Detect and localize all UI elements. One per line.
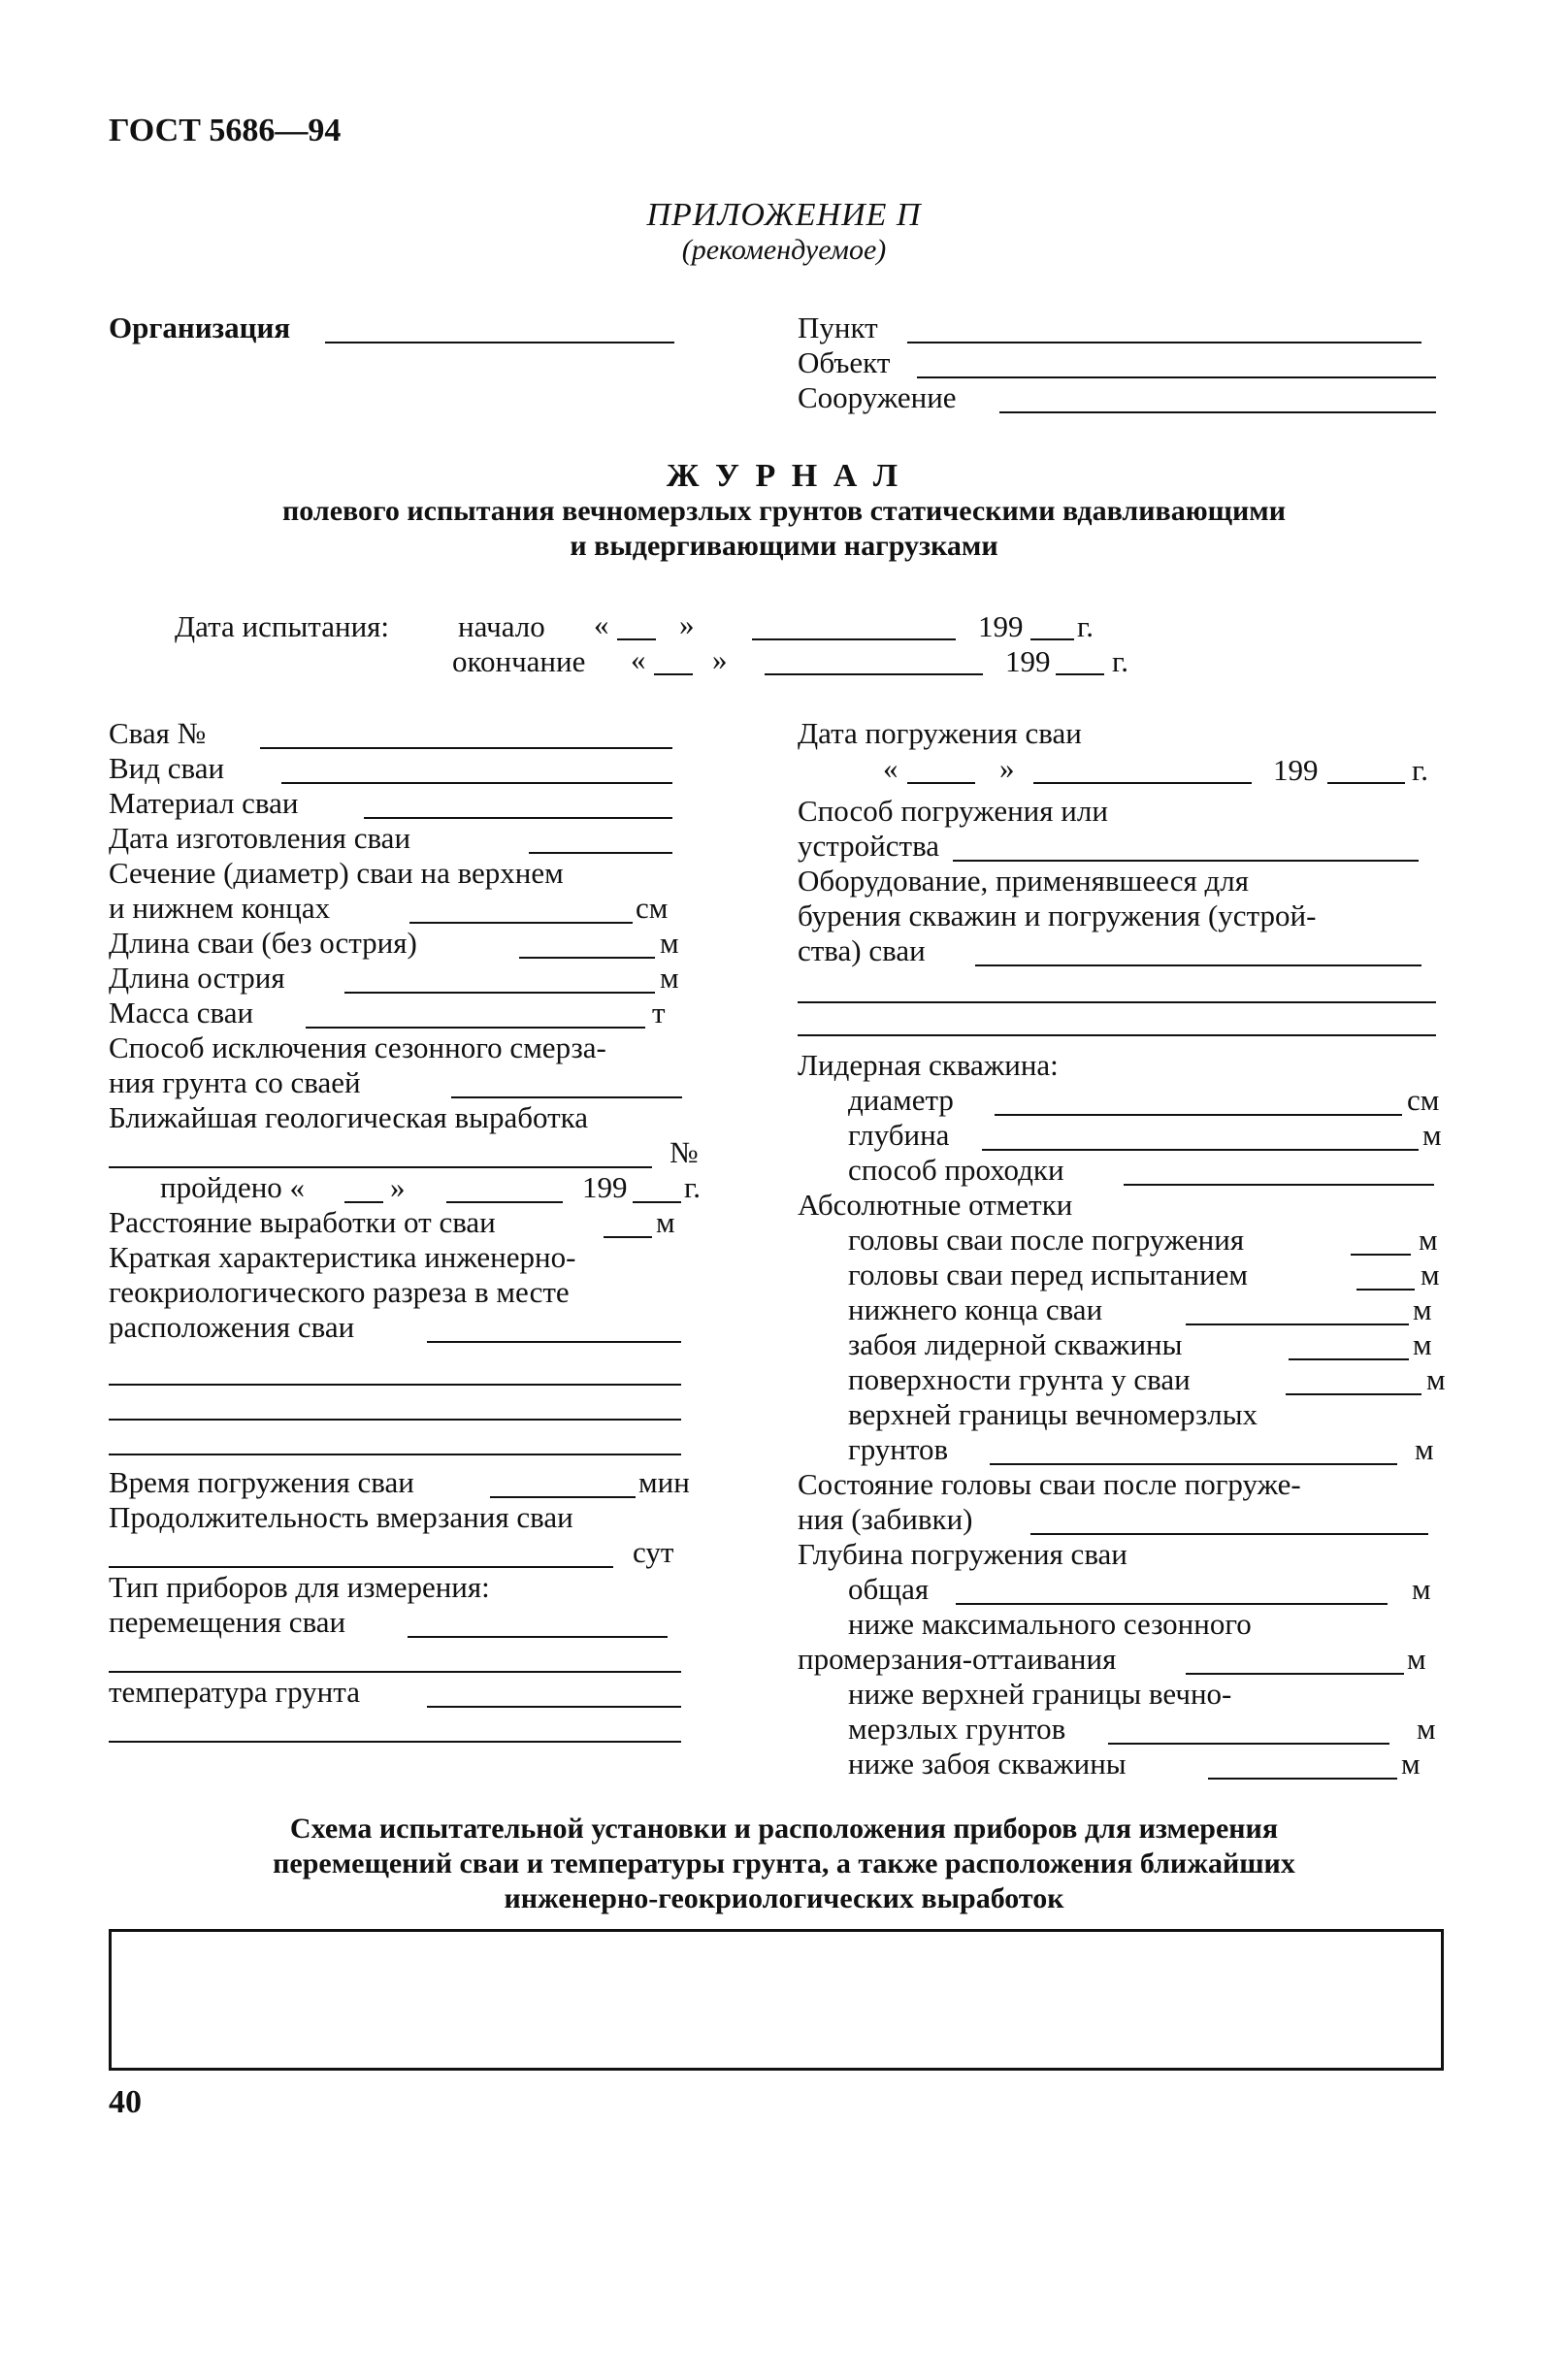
- quote-open: «: [631, 642, 646, 676]
- object-label: Объект: [798, 345, 891, 379]
- unit-m: м: [656, 1205, 675, 1239]
- start-year-suffix: г.: [1077, 609, 1094, 643]
- brief-label-line1: Краткая характеристика инженерно-: [109, 1240, 576, 1274]
- total-depth-field[interactable]: [956, 1603, 1388, 1605]
- sink-year: 199: [1273, 753, 1319, 787]
- below-seasonal-field[interactable]: [1186, 1673, 1404, 1675]
- head-before-field[interactable]: [1356, 1289, 1415, 1291]
- end-year-suffix: г.: [1112, 644, 1128, 678]
- standard-number: ГОСТ 5686—94: [109, 113, 342, 148]
- quote-close: »: [712, 642, 728, 676]
- test-date-end-label: окончание: [452, 644, 586, 678]
- scheme-drawing-box[interactable]: [109, 1929, 1444, 2071]
- number-sign: №: [670, 1135, 699, 1169]
- depth-field[interactable]: [982, 1149, 1419, 1151]
- journal-subtitle-line2: и выдергивающими нагрузками: [570, 530, 998, 562]
- passed-day-field[interactable]: [344, 1201, 383, 1203]
- total-depth-label: общая: [848, 1572, 930, 1606]
- unit-cm: см: [636, 891, 669, 925]
- passed-label: пройдено «: [160, 1170, 306, 1204]
- nearest-working-label: Ближайшая геологическая выработка: [109, 1100, 589, 1134]
- equipment-field-2[interactable]: [798, 1001, 1436, 1003]
- point-field[interactable]: [907, 342, 1421, 343]
- upper-boundary-label-line2: грунтов: [848, 1432, 949, 1466]
- distance-field[interactable]: [604, 1236, 652, 1238]
- manufacture-date-field[interactable]: [529, 852, 672, 854]
- start-year: 199: [978, 609, 1024, 643]
- start-day-field[interactable]: [617, 638, 656, 640]
- unit-m: м: [1413, 1327, 1432, 1361]
- sink-month-field[interactable]: [1033, 782, 1252, 784]
- instruments-label: Тип приборов для измерения:: [109, 1570, 490, 1604]
- pile-no-field[interactable]: [260, 747, 672, 749]
- head-before-label: головы сваи перед испытанием: [848, 1258, 1249, 1291]
- head-state-field[interactable]: [1030, 1533, 1428, 1535]
- freeze-duration-field[interactable]: [109, 1566, 613, 1568]
- unit-m: м: [1426, 1362, 1446, 1396]
- temperature-field-2[interactable]: [109, 1741, 681, 1743]
- start-year-field[interactable]: [1030, 638, 1074, 640]
- bottom-field[interactable]: [1289, 1358, 1409, 1360]
- quote-open: «: [883, 751, 898, 785]
- tip-length-field[interactable]: [344, 992, 655, 994]
- diameter-label: диаметр: [848, 1083, 954, 1117]
- sink-time-field[interactable]: [490, 1496, 636, 1498]
- pile-material-label: Материал сваи: [109, 786, 299, 820]
- end-year: 199: [1005, 644, 1051, 678]
- surface-label: поверхности грунта у сваи: [848, 1362, 1191, 1396]
- pile-length-label: Длина сваи (без острия): [109, 926, 417, 960]
- pile-type-label: Вид сваи: [109, 751, 225, 785]
- passed-year: 199: [582, 1170, 628, 1204]
- brief-field-1[interactable]: [427, 1341, 681, 1343]
- sink-method-field[interactable]: [953, 860, 1419, 862]
- frost-method-label-line1: Способ исключения сезонного смерза-: [109, 1030, 606, 1064]
- appendix-title: ПРИЛОЖЕНИЕ П: [646, 197, 922, 233]
- displacement-field-1[interactable]: [408, 1636, 668, 1638]
- below-permafrost-label-line1: ниже верхней границы вечно-: [848, 1677, 1232, 1711]
- point-label: Пункт: [798, 310, 878, 344]
- sink-time-label: Время погружения сваи: [109, 1465, 414, 1499]
- pile-mass-label: Масса сваи: [109, 996, 254, 1029]
- unit-m: м: [1417, 1712, 1436, 1746]
- sink-day-field[interactable]: [907, 782, 975, 784]
- tip-length-label: Длина острия: [109, 961, 285, 995]
- quote-open: «: [594, 607, 609, 641]
- temperature-field-1[interactable]: [427, 1706, 681, 1708]
- drilling-method-label: способ проходки: [848, 1153, 1064, 1187]
- frost-method-label-line2: ния грунта со сваей: [109, 1065, 361, 1099]
- below-well-label: ниже забоя скважины: [848, 1747, 1127, 1781]
- drilling-method-field[interactable]: [1124, 1184, 1434, 1186]
- displacement-field-2[interactable]: [109, 1671, 681, 1673]
- unit-m: м: [1422, 1118, 1442, 1152]
- upper-boundary-field[interactable]: [990, 1463, 1397, 1465]
- section-label-line1: Сечение (диаметр) сваи на верхнем: [109, 856, 564, 890]
- head-state-label-line2: ния (забивки): [798, 1502, 973, 1536]
- sink-year-suffix: г.: [1412, 753, 1428, 787]
- page-number: 40: [109, 2084, 142, 2120]
- passed-year-field[interactable]: [633, 1201, 681, 1203]
- end-year-field[interactable]: [1056, 673, 1104, 675]
- structure-field[interactable]: [999, 411, 1436, 413]
- sink-method-label-line1: Способ погружения или: [798, 794, 1108, 828]
- journal-title: Ж У Р Н А Л: [666, 458, 902, 494]
- unit-m: м: [1413, 1292, 1432, 1326]
- unit-cm: см: [1407, 1083, 1440, 1117]
- test-date-label: Дата испытания:: [175, 609, 390, 643]
- absolute-marks-label: Абсолютные отметки: [798, 1188, 1073, 1222]
- sink-depth-label: Глубина погружения сваи: [798, 1537, 1127, 1571]
- displacement-label: перемещения сваи: [109, 1605, 346, 1639]
- below-well-field[interactable]: [1208, 1778, 1397, 1780]
- depth-label: глубина: [848, 1118, 950, 1152]
- unit-t: т: [652, 996, 666, 1029]
- unit-m: м: [1419, 1223, 1438, 1257]
- unit-m: м: [1412, 1572, 1431, 1606]
- sink-year-field[interactable]: [1327, 782, 1405, 784]
- equipment-field-1[interactable]: [975, 964, 1421, 966]
- structure-label: Сооружение: [798, 380, 957, 414]
- leader-well-label: Лидерная скважина:: [798, 1048, 1059, 1082]
- brief-label-line2: геокриологического разреза в месте: [109, 1275, 570, 1309]
- journal-subtitle-line1: полевого испытания вечномерзлых грунтов статическими вдавливающими: [281, 495, 1286, 527]
- section-label-line2: и нижнем концах: [109, 891, 331, 925]
- brief-label-line3: расположения сваи: [109, 1310, 355, 1344]
- object-field[interactable]: [917, 376, 1436, 378]
- head-after-field[interactable]: [1351, 1254, 1411, 1256]
- appendix-note: (рекомендуемое): [681, 234, 887, 266]
- pile-length-field[interactable]: [519, 957, 655, 959]
- organization-label: Организация: [109, 310, 291, 344]
- distance-label: Расстояние выработки от сваи: [109, 1205, 496, 1239]
- surface-field[interactable]: [1286, 1393, 1421, 1395]
- equipment-field-3[interactable]: [798, 1034, 1436, 1036]
- equipment-label-line2: бурения скважин и погружения (устрой-: [798, 899, 1317, 932]
- temperature-label: температура грунта: [109, 1675, 360, 1709]
- test-date-start-label: начало: [458, 609, 545, 643]
- sink-date-label: Дата погружения сваи: [798, 716, 1082, 750]
- scheme-caption-line3: инженерно-геокриологических выработок: [504, 1882, 1064, 1914]
- unit-m: м: [660, 961, 679, 995]
- quote-close: »: [390, 1170, 406, 1204]
- scheme-caption-line2: перемещений сваи и температуры грунта, а также расположения ближайших: [273, 1847, 1295, 1879]
- unit-m: м: [1415, 1432, 1434, 1466]
- below-permafrost-label-line2: мерзлых грунтов: [848, 1712, 1066, 1746]
- pile-no-label: Свая №: [109, 716, 207, 750]
- equipment-label-line3: ства) сваи: [798, 933, 926, 967]
- quote-close: »: [999, 751, 1015, 785]
- freeze-duration-label: Продолжительность вмерзания сваи: [109, 1500, 573, 1534]
- below-seasonal-label-line1: ниже максимального сезонного: [848, 1607, 1252, 1641]
- pile-mass-field[interactable]: [306, 1027, 645, 1029]
- end-month-field[interactable]: [765, 673, 983, 675]
- lower-end-label: нижнего конца сваи: [848, 1292, 1103, 1326]
- head-state-label-line1: Состояние головы сваи после погруже-: [798, 1467, 1301, 1501]
- below-seasonal-label-line2: промерзания-оттаивания: [798, 1642, 1117, 1676]
- bottom-label: забоя лидерной скважины: [848, 1327, 1183, 1361]
- scheme-caption-line1: Схема испытательной установки и расположения приборов для измерения: [289, 1813, 1279, 1845]
- sink-method-label-line2: устройства: [798, 829, 940, 863]
- upper-boundary-label-line1: верхней границы вечномерзлых: [848, 1397, 1258, 1431]
- diameter-field[interactable]: [995, 1114, 1402, 1116]
- unit-m: м: [1421, 1258, 1440, 1291]
- nearest-working-field[interactable]: [109, 1166, 652, 1168]
- unit-min: мин: [638, 1465, 690, 1499]
- brief-field-3[interactable]: [109, 1419, 681, 1421]
- unit-m: м: [1401, 1747, 1421, 1781]
- unit-m: м: [660, 926, 679, 960]
- unit-days: сут: [633, 1535, 674, 1569]
- passed-month-field[interactable]: [446, 1201, 563, 1203]
- pile-material-field[interactable]: [364, 817, 672, 819]
- brief-field-4[interactable]: [109, 1454, 681, 1455]
- equipment-label-line1: Оборудование, применявшееся для: [798, 864, 1249, 898]
- passed-year-suffix: г.: [684, 1170, 701, 1204]
- start-month-field[interactable]: [752, 638, 956, 640]
- section-field[interactable]: [409, 922, 633, 924]
- quote-close: »: [679, 607, 695, 641]
- brief-field-2[interactable]: [109, 1384, 681, 1386]
- lower-end-field[interactable]: [1186, 1324, 1409, 1325]
- head-after-label: головы сваи после погружения: [848, 1223, 1245, 1257]
- organization-field[interactable]: [325, 342, 674, 343]
- pile-type-field[interactable]: [281, 782, 672, 784]
- end-day-field[interactable]: [654, 673, 693, 675]
- frost-method-field[interactable]: [451, 1096, 682, 1098]
- manufacture-date-label: Дата изготовления сваи: [109, 821, 411, 855]
- below-permafrost-field[interactable]: [1108, 1743, 1389, 1745]
- unit-m: м: [1407, 1642, 1426, 1676]
